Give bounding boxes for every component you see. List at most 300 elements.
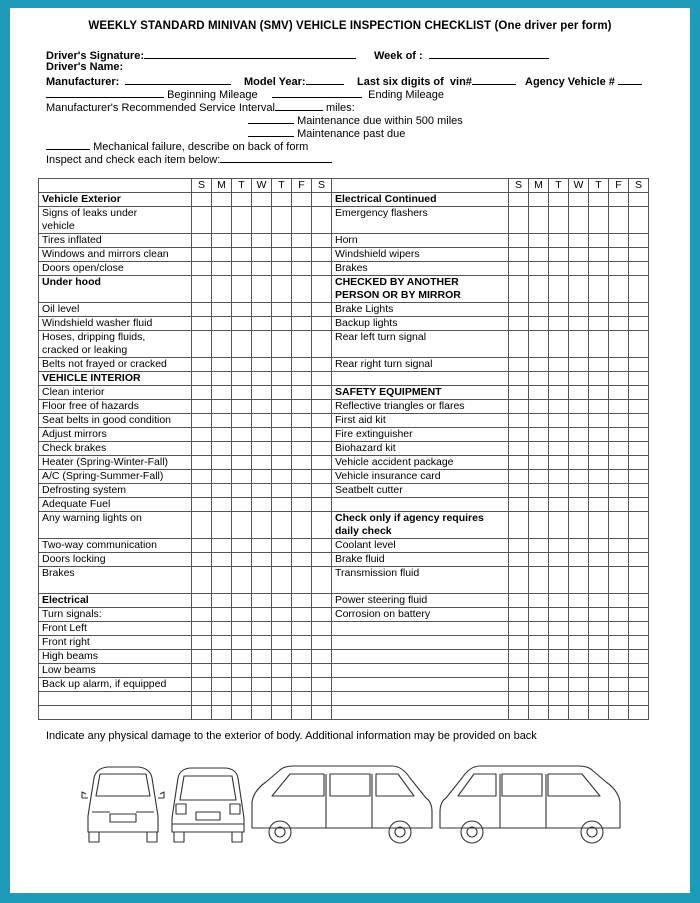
left-day-checkbox[interactable] xyxy=(252,400,272,414)
left-day-checkbox[interactable] xyxy=(232,331,252,358)
right-day-checkbox[interactable] xyxy=(609,567,629,594)
drivers-name-field[interactable] xyxy=(46,61,123,74)
left-day-checkbox[interactable] xyxy=(232,706,252,720)
right-day-checkbox[interactable] xyxy=(629,553,649,567)
ending-mileage-line[interactable] xyxy=(272,87,362,98)
left-day-checkbox[interactable] xyxy=(292,207,312,234)
left-day-checkbox[interactable] xyxy=(212,484,232,498)
right-day-checkbox[interactable] xyxy=(569,400,589,414)
left-day-checkbox[interactable] xyxy=(292,622,312,636)
left-day-checkbox[interactable] xyxy=(292,498,312,512)
right-day-checkbox[interactable] xyxy=(569,650,589,664)
right-day-checkbox[interactable] xyxy=(549,539,569,553)
left-day-checkbox[interactable] xyxy=(272,692,292,706)
left-day-checkbox[interactable] xyxy=(232,664,252,678)
left-day-checkbox[interactable] xyxy=(232,484,252,498)
left-day-checkbox[interactable] xyxy=(192,594,212,608)
left-day-checkbox[interactable] xyxy=(232,498,252,512)
right-day-checkbox[interactable] xyxy=(529,567,549,594)
left-day-checkbox[interactable] xyxy=(292,636,312,650)
right-day-checkbox[interactable] xyxy=(629,414,649,428)
left-day-checkbox[interactable] xyxy=(272,414,292,428)
right-day-checkbox[interactable] xyxy=(529,303,549,317)
right-day-checkbox[interactable] xyxy=(529,664,549,678)
right-day-checkbox[interactable] xyxy=(609,276,629,303)
right-day-checkbox[interactable] xyxy=(509,608,529,622)
right-day-checkbox[interactable] xyxy=(549,484,569,498)
left-day-checkbox[interactable] xyxy=(272,539,292,553)
left-day-checkbox[interactable] xyxy=(212,622,232,636)
right-day-checkbox[interactable] xyxy=(549,567,569,594)
right-day-checkbox[interactable] xyxy=(629,386,649,400)
minivan-front-view-icon[interactable] xyxy=(82,767,164,842)
left-day-checkbox[interactable] xyxy=(192,276,212,303)
right-day-checkbox[interactable] xyxy=(569,331,589,358)
left-day-checkbox[interactable] xyxy=(312,456,332,470)
right-day-checkbox[interactable] xyxy=(629,248,649,262)
right-day-checkbox[interactable] xyxy=(569,692,589,706)
left-day-checkbox[interactable] xyxy=(212,692,232,706)
right-day-checkbox[interactable] xyxy=(509,248,529,262)
left-day-checkbox[interactable] xyxy=(312,428,332,442)
right-day-checkbox[interactable] xyxy=(569,207,589,234)
left-day-checkbox[interactable] xyxy=(292,442,312,456)
right-day-checkbox[interactable] xyxy=(589,706,609,720)
right-day-checkbox[interactable] xyxy=(569,594,589,608)
left-day-checkbox[interactable] xyxy=(192,553,212,567)
right-day-checkbox[interactable] xyxy=(629,678,649,692)
right-day-checkbox[interactable] xyxy=(629,664,649,678)
right-day-checkbox[interactable] xyxy=(569,303,589,317)
left-day-checkbox[interactable] xyxy=(292,317,312,331)
left-day-checkbox[interactable] xyxy=(272,317,292,331)
left-day-checkbox[interactable] xyxy=(232,193,252,207)
left-day-checkbox[interactable] xyxy=(292,692,312,706)
right-day-checkbox[interactable] xyxy=(589,317,609,331)
left-day-checkbox[interactable] xyxy=(252,539,272,553)
right-day-checkbox[interactable] xyxy=(629,262,649,276)
right-day-checkbox[interactable] xyxy=(529,248,549,262)
right-day-checkbox[interactable] xyxy=(609,664,629,678)
left-day-checkbox[interactable] xyxy=(252,276,272,303)
left-day-checkbox[interactable] xyxy=(312,470,332,484)
left-day-checkbox[interactable] xyxy=(192,706,212,720)
right-day-checkbox[interactable] xyxy=(629,692,649,706)
left-day-checkbox[interactable] xyxy=(252,498,272,512)
left-day-checkbox[interactable] xyxy=(312,512,332,539)
left-day-checkbox[interactable] xyxy=(252,678,272,692)
left-day-checkbox[interactable] xyxy=(312,414,332,428)
left-day-checkbox[interactable] xyxy=(292,553,312,567)
inspect-field[interactable] xyxy=(46,152,332,167)
right-day-checkbox[interactable] xyxy=(609,706,629,720)
left-day-checkbox[interactable] xyxy=(192,262,212,276)
right-day-checkbox[interactable] xyxy=(549,276,569,303)
right-day-checkbox[interactable] xyxy=(589,539,609,553)
right-day-checkbox[interactable] xyxy=(509,262,529,276)
minivan-rear-view-icon[interactable] xyxy=(172,768,244,842)
right-day-checkbox[interactable] xyxy=(569,678,589,692)
right-day-checkbox[interactable] xyxy=(589,372,609,386)
right-day-checkbox[interactable] xyxy=(609,594,629,608)
left-day-checkbox[interactable] xyxy=(192,512,212,539)
left-day-checkbox[interactable] xyxy=(192,372,212,386)
right-day-checkbox[interactable] xyxy=(589,234,609,248)
left-day-checkbox[interactable] xyxy=(252,650,272,664)
left-day-checkbox[interactable] xyxy=(192,400,212,414)
left-day-checkbox[interactable] xyxy=(192,498,212,512)
right-day-checkbox[interactable] xyxy=(629,594,649,608)
right-day-checkbox[interactable] xyxy=(629,512,649,539)
left-day-checkbox[interactable] xyxy=(232,539,252,553)
left-day-checkbox[interactable] xyxy=(272,234,292,248)
right-day-checkbox[interactable] xyxy=(629,358,649,372)
left-day-checkbox[interactable] xyxy=(192,317,212,331)
left-day-checkbox[interactable] xyxy=(292,664,312,678)
left-day-checkbox[interactable] xyxy=(212,664,232,678)
left-day-checkbox[interactable] xyxy=(232,386,252,400)
left-day-checkbox[interactable] xyxy=(292,400,312,414)
right-day-checkbox[interactable] xyxy=(629,498,649,512)
right-day-checkbox[interactable] xyxy=(629,442,649,456)
left-day-checkbox[interactable] xyxy=(272,386,292,400)
left-day-checkbox[interactable] xyxy=(292,706,312,720)
right-day-checkbox[interactable] xyxy=(629,234,649,248)
right-day-checkbox[interactable] xyxy=(509,664,529,678)
minivan-left-side-view-icon[interactable] xyxy=(252,766,432,843)
left-day-checkbox[interactable] xyxy=(232,414,252,428)
left-day-checkbox[interactable] xyxy=(232,678,252,692)
left-day-checkbox[interactable] xyxy=(212,706,232,720)
left-day-checkbox[interactable] xyxy=(192,331,212,358)
left-day-checkbox[interactable] xyxy=(312,207,332,234)
right-day-checkbox[interactable] xyxy=(529,372,549,386)
right-day-checkbox[interactable] xyxy=(629,456,649,470)
left-day-checkbox[interactable] xyxy=(192,622,212,636)
left-day-checkbox[interactable] xyxy=(212,276,232,303)
left-day-checkbox[interactable] xyxy=(232,553,252,567)
left-day-checkbox[interactable] xyxy=(212,317,232,331)
right-day-checkbox[interactable] xyxy=(529,358,549,372)
right-day-checkbox[interactable] xyxy=(569,248,589,262)
right-day-checkbox[interactable] xyxy=(589,567,609,594)
right-day-checkbox[interactable] xyxy=(629,331,649,358)
left-day-checkbox[interactable] xyxy=(252,636,272,650)
manufacturer-line[interactable] xyxy=(125,74,231,85)
right-day-checkbox[interactable] xyxy=(529,456,549,470)
right-day-checkbox[interactable] xyxy=(549,358,569,372)
right-day-checkbox[interactable] xyxy=(509,193,529,207)
right-day-checkbox[interactable] xyxy=(609,636,629,650)
left-day-checkbox[interactable] xyxy=(252,512,272,539)
left-day-checkbox[interactable] xyxy=(312,484,332,498)
right-day-checkbox[interactable] xyxy=(549,456,569,470)
left-day-checkbox[interactable] xyxy=(292,358,312,372)
right-day-checkbox[interactable] xyxy=(609,207,629,234)
right-day-checkbox[interactable] xyxy=(509,456,529,470)
right-day-checkbox[interactable] xyxy=(509,386,529,400)
right-day-checkbox[interactable] xyxy=(509,650,529,664)
left-day-checkbox[interactable] xyxy=(212,594,232,608)
left-day-checkbox[interactable] xyxy=(252,207,272,234)
left-day-checkbox[interactable] xyxy=(252,386,272,400)
right-day-checkbox[interactable] xyxy=(589,636,609,650)
right-day-checkbox[interactable] xyxy=(529,414,549,428)
left-day-checkbox[interactable] xyxy=(272,248,292,262)
left-day-checkbox[interactable] xyxy=(252,414,272,428)
left-day-checkbox[interactable] xyxy=(192,456,212,470)
right-day-checkbox[interactable] xyxy=(569,414,589,428)
right-day-checkbox[interactable] xyxy=(629,608,649,622)
vin-line[interactable] xyxy=(472,74,516,85)
left-day-checkbox[interactable] xyxy=(272,706,292,720)
left-day-checkbox[interactable] xyxy=(292,608,312,622)
left-day-checkbox[interactable] xyxy=(192,358,212,372)
right-day-checkbox[interactable] xyxy=(529,512,549,539)
left-day-checkbox[interactable] xyxy=(252,358,272,372)
left-day-checkbox[interactable] xyxy=(312,276,332,303)
left-day-checkbox[interactable] xyxy=(212,193,232,207)
right-day-checkbox[interactable] xyxy=(509,622,529,636)
left-day-checkbox[interactable] xyxy=(192,234,212,248)
right-day-checkbox[interactable] xyxy=(509,234,529,248)
left-day-checkbox[interactable] xyxy=(192,414,212,428)
right-day-checkbox[interactable] xyxy=(629,484,649,498)
right-day-checkbox[interactable] xyxy=(509,442,529,456)
right-day-checkbox[interactable] xyxy=(529,207,549,234)
right-day-checkbox[interactable] xyxy=(509,706,529,720)
right-day-checkbox[interactable] xyxy=(529,400,549,414)
right-day-checkbox[interactable] xyxy=(609,303,629,317)
right-day-checkbox[interactable] xyxy=(569,512,589,539)
right-day-checkbox[interactable] xyxy=(589,442,609,456)
minivan-right-side-view-icon[interactable] xyxy=(440,766,620,843)
right-day-checkbox[interactable] xyxy=(549,193,569,207)
right-day-checkbox[interactable] xyxy=(589,276,609,303)
left-day-checkbox[interactable] xyxy=(232,276,252,303)
right-day-checkbox[interactable] xyxy=(589,650,609,664)
left-day-checkbox[interactable] xyxy=(192,470,212,484)
left-day-checkbox[interactable] xyxy=(192,193,212,207)
right-day-checkbox[interactable] xyxy=(609,678,629,692)
left-day-checkbox[interactable] xyxy=(252,456,272,470)
right-day-checkbox[interactable] xyxy=(529,692,549,706)
left-day-checkbox[interactable] xyxy=(252,428,272,442)
right-day-checkbox[interactable] xyxy=(569,553,589,567)
week-of-line[interactable] xyxy=(429,48,549,59)
left-day-checkbox[interactable] xyxy=(292,248,312,262)
left-day-checkbox[interactable] xyxy=(292,456,312,470)
left-day-checkbox[interactable] xyxy=(252,331,272,358)
left-day-checkbox[interactable] xyxy=(312,400,332,414)
right-day-checkbox[interactable] xyxy=(609,331,629,358)
right-day-checkbox[interactable] xyxy=(549,207,569,234)
right-day-checkbox[interactable] xyxy=(569,498,589,512)
right-day-checkbox[interactable] xyxy=(569,442,589,456)
left-day-checkbox[interactable] xyxy=(272,498,292,512)
right-day-checkbox[interactable] xyxy=(509,358,529,372)
left-day-checkbox[interactable] xyxy=(312,594,332,608)
right-day-checkbox[interactable] xyxy=(609,400,629,414)
right-day-checkbox[interactable] xyxy=(609,386,629,400)
right-day-checkbox[interactable] xyxy=(569,317,589,331)
right-day-checkbox[interactable] xyxy=(529,386,549,400)
left-day-checkbox[interactable] xyxy=(252,248,272,262)
right-day-checkbox[interactable] xyxy=(589,248,609,262)
right-day-checkbox[interactable] xyxy=(589,594,609,608)
right-day-checkbox[interactable] xyxy=(549,248,569,262)
right-day-checkbox[interactable] xyxy=(509,372,529,386)
left-day-checkbox[interactable] xyxy=(212,650,232,664)
left-day-checkbox[interactable] xyxy=(292,594,312,608)
right-day-checkbox[interactable] xyxy=(609,193,629,207)
right-day-checkbox[interactable] xyxy=(609,428,629,442)
left-day-checkbox[interactable] xyxy=(232,303,252,317)
right-day-checkbox[interactable] xyxy=(589,303,609,317)
left-day-checkbox[interactable] xyxy=(292,276,312,303)
left-day-checkbox[interactable] xyxy=(312,442,332,456)
left-day-checkbox[interactable] xyxy=(312,650,332,664)
right-day-checkbox[interactable] xyxy=(629,400,649,414)
left-day-checkbox[interactable] xyxy=(232,400,252,414)
right-day-checkbox[interactable] xyxy=(569,484,589,498)
right-day-checkbox[interactable] xyxy=(609,692,629,706)
right-day-checkbox[interactable] xyxy=(609,622,629,636)
left-day-checkbox[interactable] xyxy=(252,706,272,720)
maintenance-500-line[interactable] xyxy=(248,113,294,124)
right-day-checkbox[interactable] xyxy=(509,331,529,358)
left-day-checkbox[interactable] xyxy=(212,608,232,622)
left-day-checkbox[interactable] xyxy=(232,317,252,331)
vehicle-damage-diagram[interactable] xyxy=(80,756,640,856)
left-day-checkbox[interactable] xyxy=(232,594,252,608)
right-day-checkbox[interactable] xyxy=(549,303,569,317)
right-day-checkbox[interactable] xyxy=(589,456,609,470)
right-day-checkbox[interactable] xyxy=(509,692,529,706)
left-day-checkbox[interactable] xyxy=(312,358,332,372)
left-day-checkbox[interactable] xyxy=(232,650,252,664)
left-day-checkbox[interactable] xyxy=(252,470,272,484)
left-day-checkbox[interactable] xyxy=(212,678,232,692)
left-day-checkbox[interactable] xyxy=(272,553,292,567)
right-day-checkbox[interactable] xyxy=(529,484,549,498)
right-day-checkbox[interactable] xyxy=(569,372,589,386)
right-day-checkbox[interactable] xyxy=(589,358,609,372)
right-day-checkbox[interactable] xyxy=(589,470,609,484)
left-day-checkbox[interactable] xyxy=(232,456,252,470)
right-day-checkbox[interactable] xyxy=(589,512,609,539)
right-day-checkbox[interactable] xyxy=(629,193,649,207)
right-day-checkbox[interactable] xyxy=(509,276,529,303)
left-day-checkbox[interactable] xyxy=(232,234,252,248)
left-day-checkbox[interactable] xyxy=(192,692,212,706)
right-day-checkbox[interactable] xyxy=(529,193,549,207)
left-day-checkbox[interactable] xyxy=(252,234,272,248)
right-day-checkbox[interactable] xyxy=(569,706,589,720)
left-day-checkbox[interactable] xyxy=(272,470,292,484)
left-day-checkbox[interactable] xyxy=(272,303,292,317)
right-day-checkbox[interactable] xyxy=(529,234,549,248)
left-day-checkbox[interactable] xyxy=(312,303,332,317)
left-day-checkbox[interactable] xyxy=(252,622,272,636)
left-day-checkbox[interactable] xyxy=(292,372,312,386)
mechanical-failure-line[interactable] xyxy=(46,139,90,150)
left-day-checkbox[interactable] xyxy=(212,567,232,594)
right-day-checkbox[interactable] xyxy=(629,372,649,386)
left-day-checkbox[interactable] xyxy=(232,372,252,386)
right-day-checkbox[interactable] xyxy=(569,567,589,594)
right-day-checkbox[interactable] xyxy=(509,498,529,512)
left-day-checkbox[interactable] xyxy=(292,193,312,207)
left-day-checkbox[interactable] xyxy=(192,567,212,594)
right-day-checkbox[interactable] xyxy=(589,386,609,400)
left-day-checkbox[interactable] xyxy=(292,414,312,428)
right-day-checkbox[interactable] xyxy=(569,608,589,622)
left-day-checkbox[interactable] xyxy=(272,372,292,386)
left-day-checkbox[interactable] xyxy=(252,553,272,567)
right-day-checkbox[interactable] xyxy=(629,539,649,553)
left-day-checkbox[interactable] xyxy=(232,567,252,594)
maintenance-past-line[interactable] xyxy=(248,126,294,137)
left-day-checkbox[interactable] xyxy=(272,428,292,442)
right-day-checkbox[interactable] xyxy=(589,428,609,442)
left-day-checkbox[interactable] xyxy=(212,470,232,484)
left-day-checkbox[interactable] xyxy=(232,608,252,622)
left-day-checkbox[interactable] xyxy=(192,386,212,400)
service-interval-line[interactable] xyxy=(275,100,323,111)
right-day-checkbox[interactable] xyxy=(549,470,569,484)
right-day-checkbox[interactable] xyxy=(509,594,529,608)
right-day-checkbox[interactable] xyxy=(509,484,529,498)
right-day-checkbox[interactable] xyxy=(589,622,609,636)
right-day-checkbox[interactable] xyxy=(529,594,549,608)
right-day-checkbox[interactable] xyxy=(569,470,589,484)
beginning-mileage-line[interactable] xyxy=(46,87,164,98)
left-day-checkbox[interactable] xyxy=(232,358,252,372)
left-day-checkbox[interactable] xyxy=(232,248,252,262)
left-day-checkbox[interactable] xyxy=(292,678,312,692)
right-day-checkbox[interactable] xyxy=(629,622,649,636)
left-day-checkbox[interactable] xyxy=(312,622,332,636)
right-day-checkbox[interactable] xyxy=(629,317,649,331)
left-day-checkbox[interactable] xyxy=(212,539,232,553)
left-day-checkbox[interactable] xyxy=(192,664,212,678)
left-day-checkbox[interactable] xyxy=(312,372,332,386)
left-day-checkbox[interactable] xyxy=(272,678,292,692)
left-day-checkbox[interactable] xyxy=(212,456,232,470)
right-day-checkbox[interactable] xyxy=(609,442,629,456)
right-day-checkbox[interactable] xyxy=(509,678,529,692)
left-day-checkbox[interactable] xyxy=(252,608,272,622)
right-day-checkbox[interactable] xyxy=(629,276,649,303)
left-day-checkbox[interactable] xyxy=(292,484,312,498)
right-day-checkbox[interactable] xyxy=(529,650,549,664)
left-day-checkbox[interactable] xyxy=(212,442,232,456)
right-day-checkbox[interactable] xyxy=(589,331,609,358)
left-day-checkbox[interactable] xyxy=(232,692,252,706)
right-day-checkbox[interactable] xyxy=(529,276,549,303)
right-day-checkbox[interactable] xyxy=(509,553,529,567)
left-day-checkbox[interactable] xyxy=(212,207,232,234)
left-day-checkbox[interactable] xyxy=(272,442,292,456)
right-day-checkbox[interactable] xyxy=(549,317,569,331)
week-of-field[interactable] xyxy=(374,48,549,63)
left-day-checkbox[interactable] xyxy=(252,664,272,678)
drivers-signature-line[interactable] xyxy=(144,48,356,59)
left-day-checkbox[interactable] xyxy=(292,428,312,442)
left-day-checkbox[interactable] xyxy=(212,234,232,248)
right-day-checkbox[interactable] xyxy=(549,706,569,720)
